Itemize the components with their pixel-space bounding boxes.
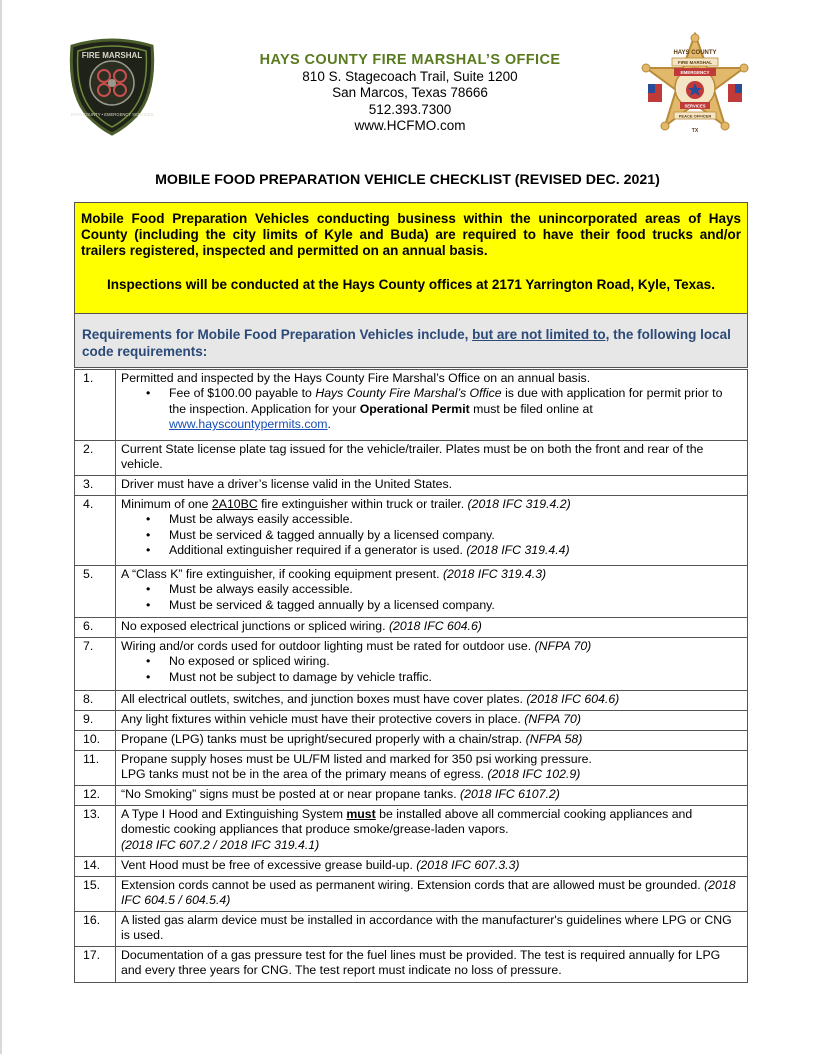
row-number: 11. [75, 751, 116, 786]
row-number: 16. [75, 912, 116, 947]
row-number: 17. [75, 947, 116, 983]
bullet-item [121, 386, 742, 432]
row-content [116, 496, 748, 566]
bullet-item: • Must be serviced & tagged annually by a licensed company. [121, 528, 742, 543]
code-reference: (2018 IFC 319.4.2) [467, 497, 571, 511]
table-row [75, 441, 748, 476]
code-reference: (2018 IFC 102.9) [487, 767, 581, 782]
row-content [116, 731, 748, 751]
r15-text: Extension cords cannot be used as permanent wiring. Extension cords that are allowed must be grounded. [121, 878, 705, 892]
r13-pre: A Type I Hood and Extinguishing System [121, 807, 347, 821]
office-info [190, 51, 630, 135]
row-content [116, 786, 748, 806]
table-row [75, 751, 748, 786]
fee-text-end: . [327, 417, 331, 432]
requirements-header-text [82, 326, 742, 360]
fee-text-2: is due with application for permit prior to the inspection. Application for your [169, 386, 723, 416]
r12-text: “No Smoking” signs must be posted at or near propane tanks. [121, 787, 461, 801]
table-row [75, 370, 748, 441]
r13-post: be installed above all commercial cooking appliances and domestic cooking appliances that produce smoke/grease-laden vapors. [121, 807, 693, 837]
row-number: 8. [75, 691, 116, 711]
r11-text2: LPG tanks must not be in the area of the primary means of egress. [121, 767, 488, 782]
row-text: Documentation of a gas pressure test for the fuel lines must be provided. The test is required annually for LPG and every three years for CNG. The test report must indicate no loss of pressure. [116, 947, 748, 983]
row-content [116, 691, 748, 711]
row-number: 2. [75, 441, 116, 476]
code-reference: (2018 IFC 6107.2) [460, 787, 560, 801]
code-reference: (NFPA 70) [524, 712, 581, 726]
code-reference: (2018 IFC 607.3.3) [416, 858, 520, 872]
table-row [75, 857, 748, 877]
address-line-2: San Marcos, Texas 78666 [332, 85, 488, 101]
bullet-item: • Must be serviced & tagged annually by a licensed company. [121, 598, 742, 613]
document-title: MOBILE FOOD PREPARATION VEHICLE CHECKLIST (REVISED DEC. 2021) [155, 172, 660, 188]
code-reference: (2018 IFC 319.4.3) [442, 567, 547, 581]
row-number: 1. [75, 370, 116, 441]
row-content [116, 618, 748, 638]
r4-post: fire extinguisher within truck or trailer. [257, 497, 468, 511]
row-number: 12. [75, 786, 116, 806]
row-content [116, 711, 748, 731]
r14-text: Vent Hood must be free of excessive grease build-up. [121, 858, 417, 872]
right-logo-ribbon-3: SERVICES [684, 103, 706, 109]
row-number: 7. [75, 638, 116, 691]
right-logo-top-text: HAYS COUNTY [673, 50, 717, 56]
row-text: Current State license plate tag issued for the vehicle/trailer. Plates must be on both the front and rear of the vehicle. [116, 441, 748, 476]
row-text: Permitted and inspected by the Hays County Fire Marshal’s Office on an annual basis. [121, 371, 591, 385]
r8-text: All electrical outlets, switches, and junction boxes must have cover plates. [121, 692, 527, 706]
table-row [75, 912, 748, 947]
bullet-item: • Must be always easily accessible. [121, 582, 742, 597]
notice-paragraph-1: Mobile Food Preparation Vehicles conducting business within the unincorporated areas of Hays County (including the city limits of Kyle and Buda) are required to have their food trucks and/or trailers registered, inspected and permitted on an annual basis. [81, 211, 741, 258]
table-row [75, 806, 748, 857]
left-logo-bottom-text: HAYS COUNTY • EMERGENCY SERVICES [70, 112, 154, 117]
table-row [75, 638, 748, 691]
phone: 512.393.7300 [368, 101, 452, 117]
req-header-underlined: but are not limited to, [472, 327, 610, 342]
website: www.HCFMO.com [354, 118, 466, 134]
table-row [75, 731, 748, 751]
office-name: HAYS COUNTY FIRE MARSHAL’S OFFICE [259, 52, 561, 68]
bullet-item: • Must be always easily accessible. [121, 512, 742, 527]
req-header-post: the following local code requirements: [82, 327, 731, 359]
row-content [116, 370, 748, 441]
payee-text: Hays County Fire Marshal’s Office [315, 386, 502, 401]
bullet-item: • Must not be subject to damage by vehicle traffic. [121, 670, 742, 685]
code-reference: (2018 IFC 607.2 / 2018 IFC 319.4.1) [121, 837, 320, 852]
bullet-item: • No exposed or spliced wiring. [121, 654, 742, 669]
address-line-1: 810 S. Stagecoach Trail, Suite 1200 [302, 69, 518, 84]
row-text [121, 639, 742, 654]
star-badge-logo [640, 32, 750, 144]
row-content [116, 566, 748, 618]
row-number: 5. [75, 566, 116, 618]
extinguisher-rating: 2A10BC [211, 497, 258, 511]
table-row [75, 618, 748, 638]
row-content [116, 877, 748, 912]
code-reference: (2018 IFC 319.4.4) [466, 543, 570, 558]
table-row [75, 691, 748, 711]
row-number: 14. [75, 857, 116, 877]
row-number: 15. [75, 877, 116, 912]
table-row [75, 476, 748, 496]
code-reference: (NFPA 70) [534, 639, 592, 653]
permits-link[interactable]: www.hayscountypermits.com [169, 417, 328, 432]
row-number: 9. [75, 711, 116, 731]
notice-paragraph-2: Inspections will be conducted at the Hays County offices at 2171 Yarrington Road, Kyle, Texas. [107, 277, 715, 292]
right-logo-ribbon-2: EMERGENCY [680, 70, 710, 75]
req-header-pre: Requirements for Mobile Food Preparation Vehicles include, [82, 327, 473, 342]
r10-text: Propane (LPG) tanks must be upright/secured properly with a chain/strap. [121, 732, 526, 746]
requirements-table [74, 369, 748, 983]
row-content [116, 751, 748, 786]
r5-text: A “Class K” fire extinguisher, if cooking equipment present. [121, 567, 443, 581]
r7-text: Wiring and/or cords used for outdoor lighting must be rated for outdoor use. [121, 639, 535, 653]
page-edge [0, 0, 2, 1054]
code-reference: (2018 IFC 604.6) [526, 692, 620, 706]
right-logo-ribbon-1: FIRE MARSHAL [678, 60, 712, 65]
notice-box [74, 202, 748, 314]
r9-text: Any light fixtures within vehicle must have their protective covers in place. [121, 712, 525, 726]
table-row [75, 566, 748, 618]
fire-marshal-badge-logo [66, 38, 158, 136]
table-row [75, 947, 748, 983]
operational-permit-text: Operational Permit [359, 401, 470, 416]
r4-pre: Minimum of one [121, 497, 212, 511]
fee-text: Fee of $100.00 payable to [169, 386, 316, 401]
row-content [116, 638, 748, 691]
table-row [75, 786, 748, 806]
r4-b3-text: Additional extinguisher required if a generator is used. [169, 543, 467, 558]
row-content [116, 857, 748, 877]
row-text [121, 567, 742, 582]
table-row [75, 877, 748, 912]
must-emphasis: must [346, 807, 376, 821]
code-reference: (NFPA 58) [525, 732, 583, 746]
row-number: 6. [75, 618, 116, 638]
code-reference: (2018 IFC 604.6) [388, 619, 482, 633]
row-text: A listed gas alarm device must be installed in accordance with the manufacturer's guidelines where LPG or CNG is used. [116, 912, 748, 947]
row-content [116, 806, 748, 857]
letterhead [0, 0, 815, 150]
table-row [75, 711, 748, 731]
row-text [121, 497, 742, 512]
row-number: 3. [75, 476, 116, 496]
bullet-item [121, 543, 742, 558]
row-text: Propane supply hoses must be UL/FM listed and marked for 350 psi working pressure. [121, 752, 592, 766]
row-number: 13. [75, 806, 116, 857]
row-number: 4. [75, 496, 116, 566]
code-reference: (2018 IFC 604.5 / 604.5.4) [121, 878, 736, 908]
fee-text-3: must be filed online at [469, 401, 593, 416]
table-row [75, 496, 748, 566]
right-logo-tx: TX [691, 128, 699, 134]
right-logo-ribbon-4: PEACE OFFICER [678, 113, 712, 119]
row-text [121, 807, 742, 838]
r6-text: No exposed electrical junctions or spliced wiring. [121, 619, 389, 633]
left-logo-top-text: FIRE MARSHAL [81, 51, 143, 60]
row-number: 10. [75, 731, 116, 751]
row-text: Driver must have a driver’s license valid in the United States. [116, 476, 748, 496]
requirements-header [74, 314, 748, 368]
row-text-2 [121, 767, 742, 782]
